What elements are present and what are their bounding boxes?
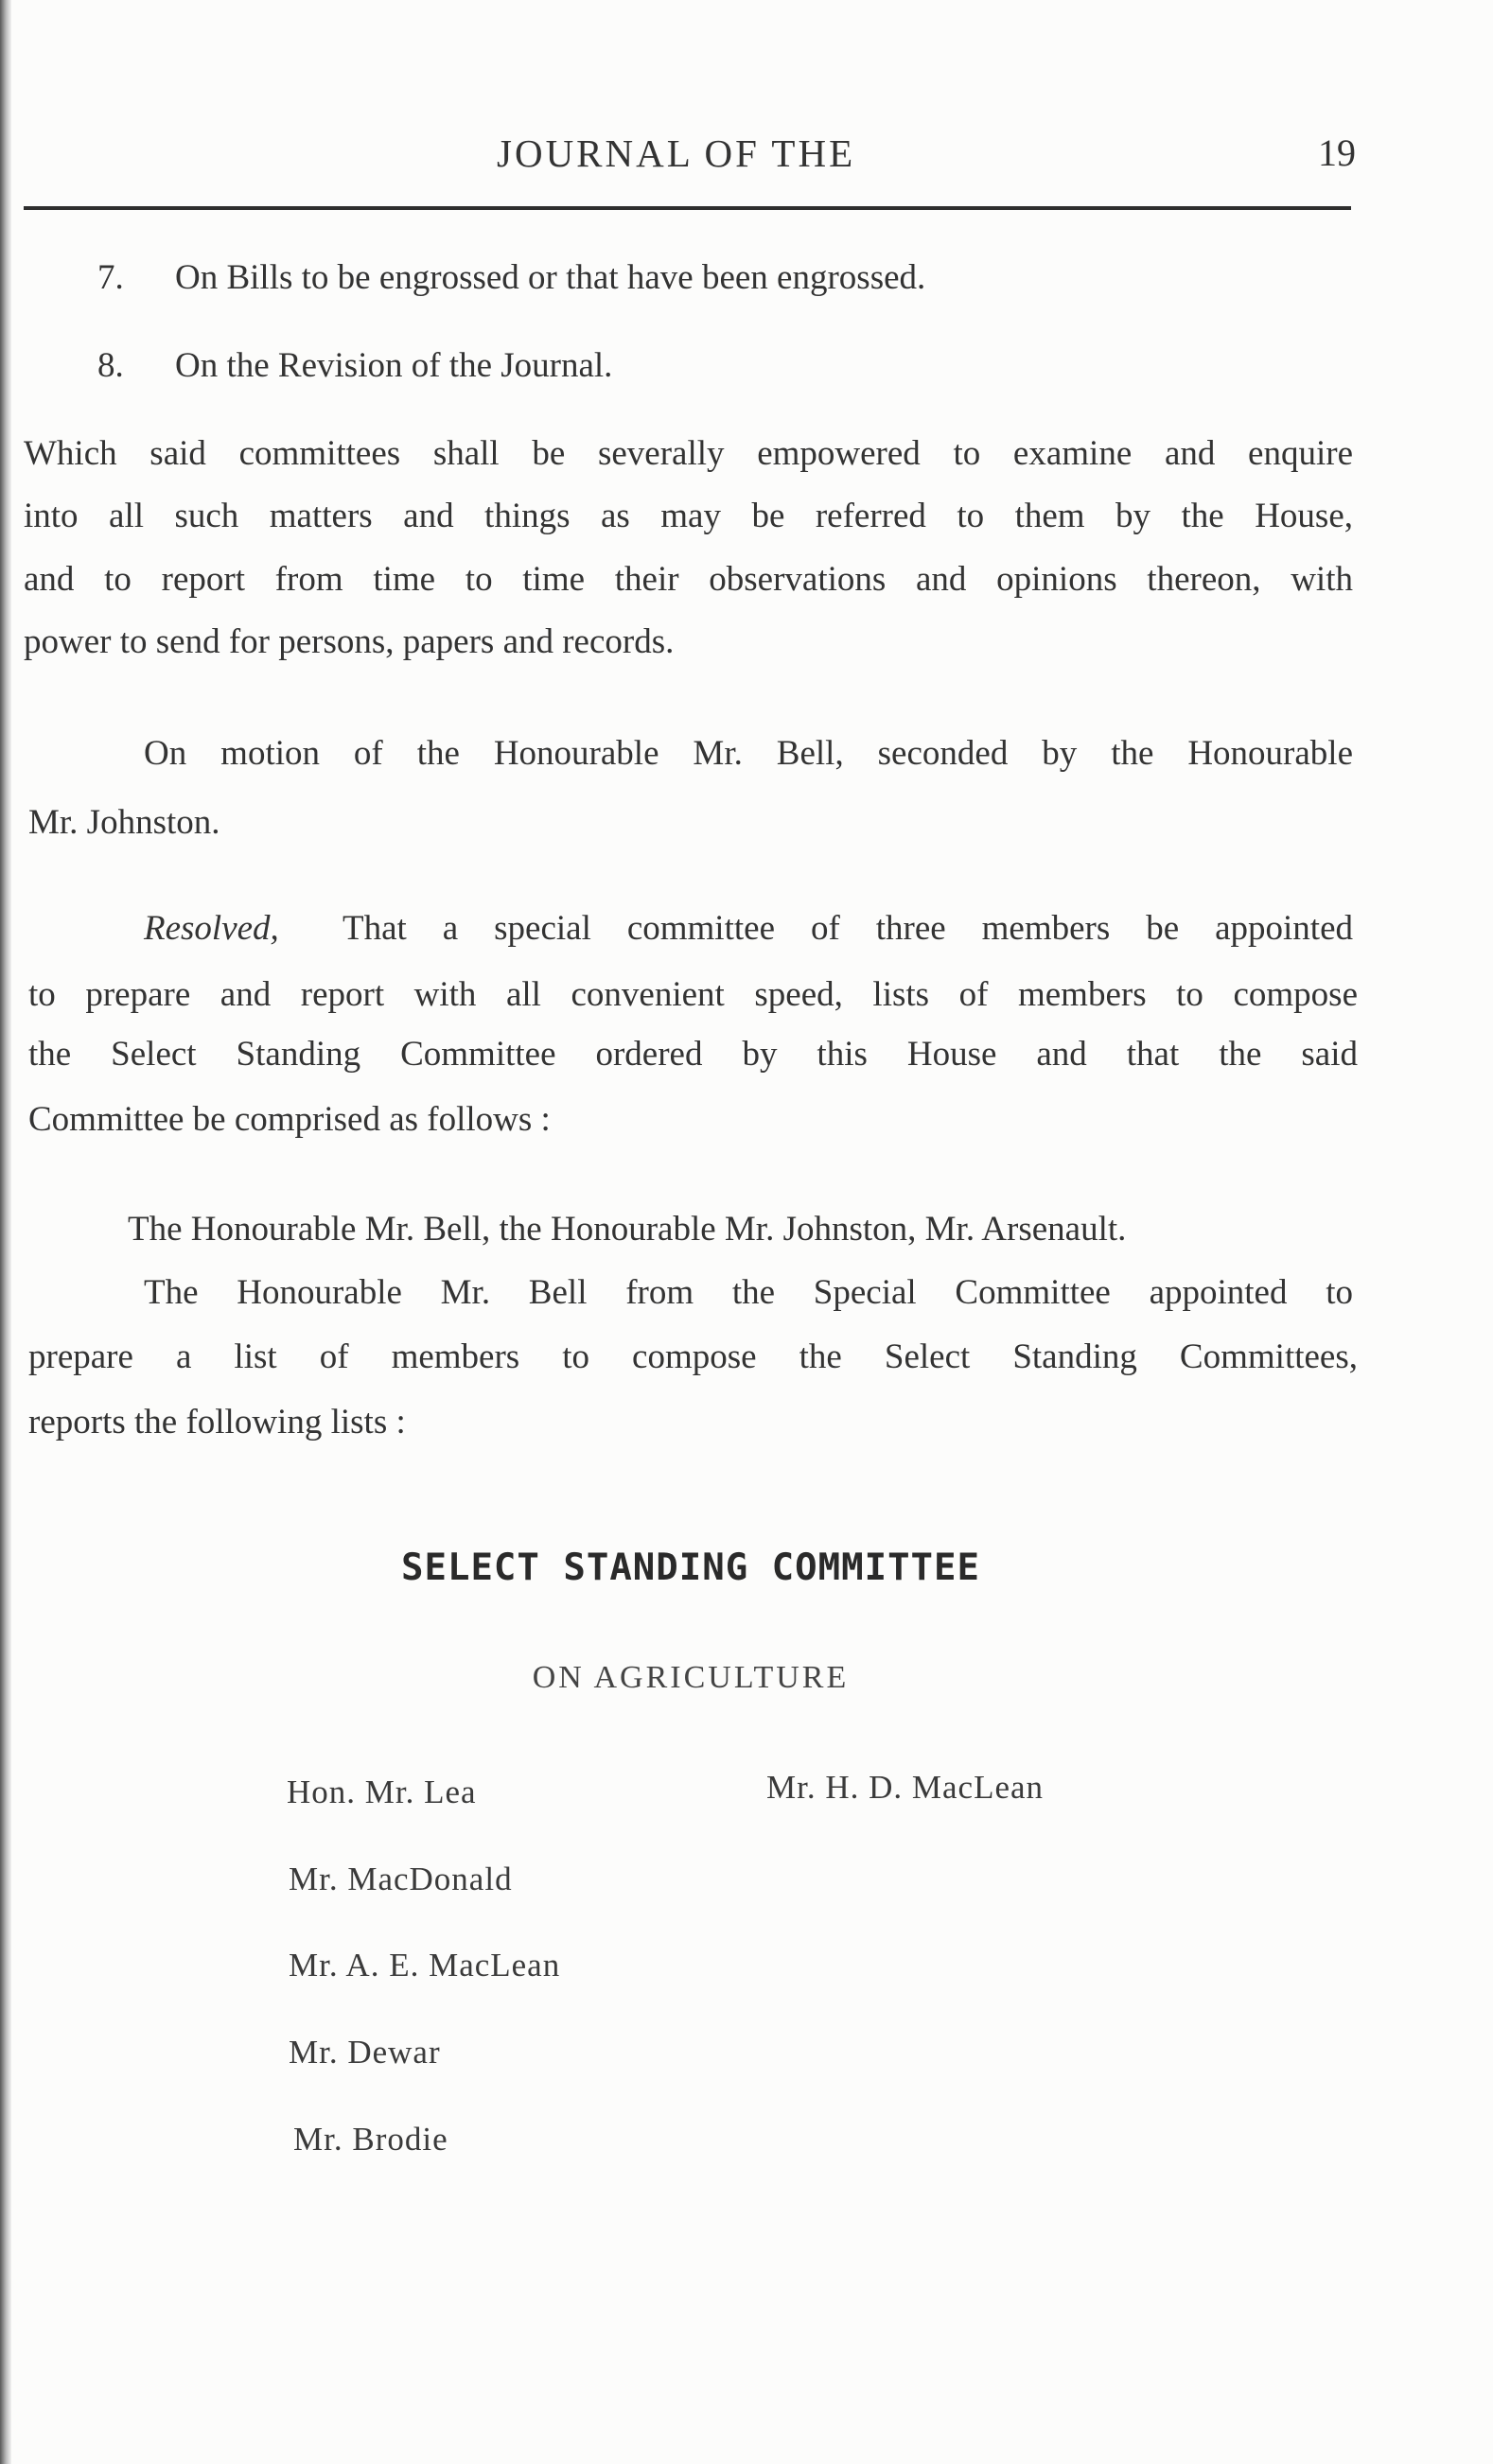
binding-edge-shadow	[0, 0, 11, 2464]
committee-member: Mr. Brodie	[293, 2121, 448, 2158]
section-heading: SELECT STANDING COMMITTEE	[401, 1547, 980, 1589]
paragraph-line: the Select Standing Committee ordered by this House and that the said	[28, 1035, 1358, 1074]
header-rule	[24, 206, 1351, 210]
list-item-text: On the Revision of the Journal.	[175, 346, 613, 385]
paragraph-line: reports the following lists :	[28, 1403, 406, 1442]
paragraph-line: and to report from time to time their observations and opinions thereon, with	[24, 560, 1353, 599]
resolved-lead-word: Resolved,	[144, 909, 279, 948]
committee-composition: The Honourable Mr. Bell, the Honourable Mr. Johnston, Mr. Arsenault.	[128, 1210, 1127, 1249]
paragraph-line: Committee be comprised as follows :	[28, 1100, 551, 1139]
list-item-number: 8.	[97, 346, 124, 385]
committee-member: Mr. MacDonald	[289, 1861, 513, 1897]
committee-member: Mr. H. D. MacLean	[766, 1769, 1045, 1806]
committee-member: Hon. Mr. Lea	[287, 1774, 477, 1810]
paragraph-line: That a special committee of three members be appointed	[343, 909, 1353, 948]
running-title: JOURNAL OF THE	[497, 131, 856, 175]
committee-member: Mr. Dewar	[289, 2034, 441, 2071]
committee-member: Mr. A. E. MacLean	[289, 1947, 561, 1983]
page-number: 19	[1318, 131, 1356, 174]
paragraph-line: Mr. Johnston.	[28, 803, 220, 842]
paragraph-line: to prepare and report with all convenient speed, lists of members to compose	[28, 975, 1358, 1014]
section-subheading: ON AGRICULTURE	[532, 1660, 850, 1695]
paragraph-line: On motion of the Honourable Mr. Bell, seconded by the Honourable	[144, 734, 1353, 773]
paragraph-line: The Honourable Mr. Bell from the Special Committee appointed to	[144, 1273, 1353, 1312]
list-item-text: On Bills to be engrossed or that have been engrossed.	[175, 258, 926, 297]
paragraph-line: prepare a list of members to compose the Select Standing Committees,	[28, 1337, 1358, 1376]
paragraph-line: Which said committees shall be severally empowered to examine and enquire	[24, 434, 1353, 473]
paragraph-line: into all such matters and things as may be referred to them by the House,	[24, 497, 1353, 535]
paragraph-line: power to send for persons, papers and records.	[24, 622, 675, 661]
list-item-number: 7.	[97, 258, 124, 297]
